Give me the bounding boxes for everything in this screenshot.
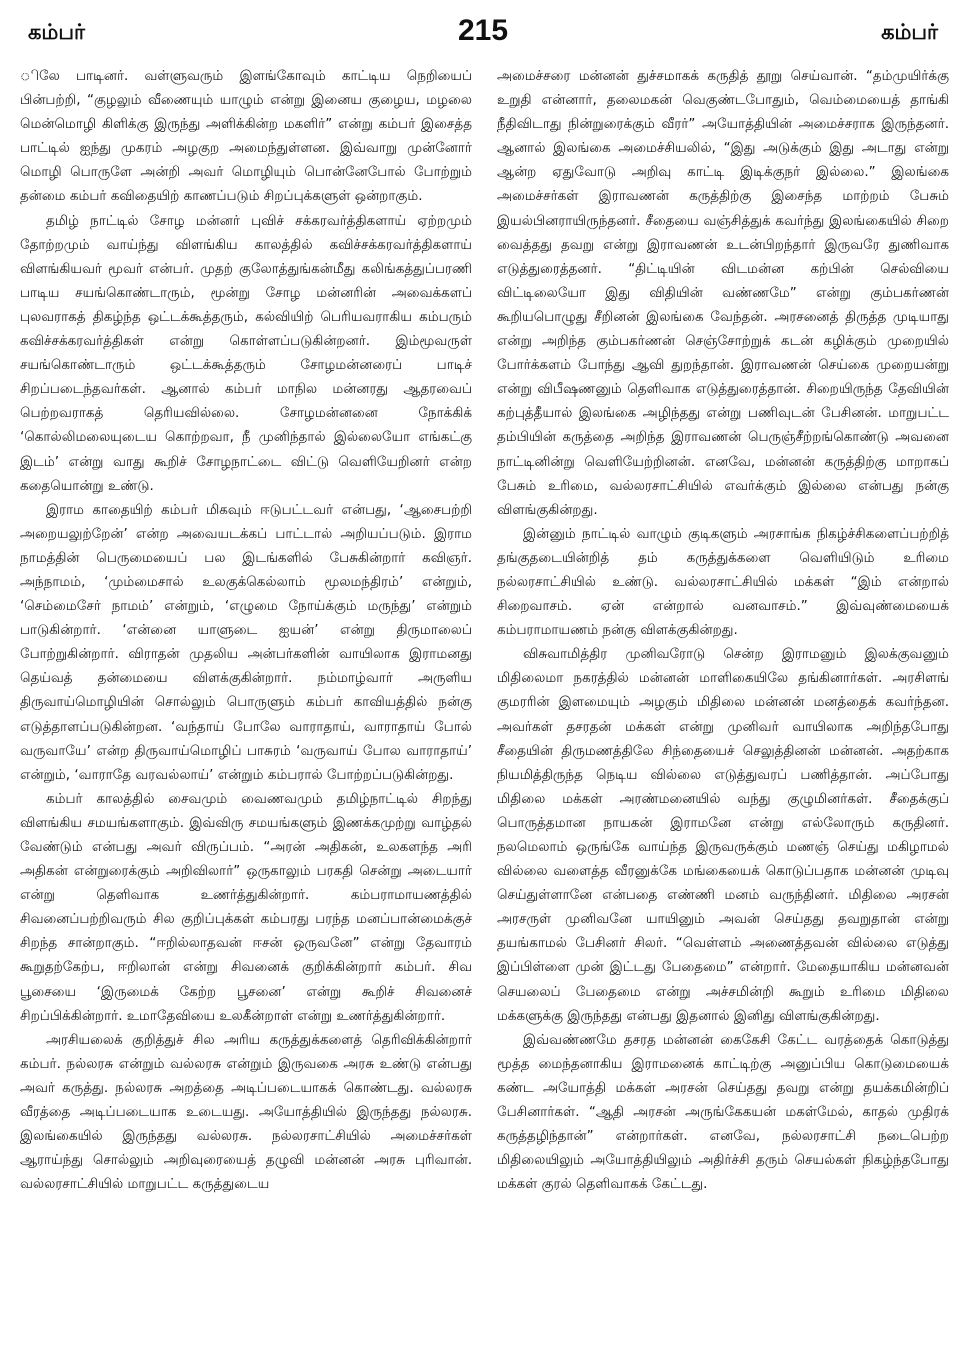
paragraph: இன்னும் நாட்டில் வாழும் குடிகளும் அரசாங்க நிகழ்ச்சிகளைப்பற்றித் தங்குதடையின்றித் தம் கருத்துக்களை வெளியிடும் உரிமை நல்லரசாட்சியில் உண்டு. வல்லரசாட்சியில் மக்கள் “இம் என்றால் சிறைவாசம். ஏன் என்றால் வனவாசம்.” இவ்வுண்மையைக் கம்பராமாயணம் நன்கு விளக்குகின்றது.	[497, 525, 949, 639]
paragraph: கம்பர் காலத்தில் சைவமும் வைணவமும் தமிழ்நாட்டில் சிறந்து விளங்கிய சமயங்களாகும். இவ்விரு சமயங்களும் இணக்கமுற்று வாழ்தல் வேண்டும் என்பது அவர் விருப்பம். “அரன் அதிகன், உலகளந்த அரி அதிகன் என்றுரைக்கும் அறிவிலார்” ஒருகாலும் பரகதி சென்று அடையார் என்று தெளிவாக உணர்த்துகின்றார். கம்பராமாயணத்தில் சிவனைப்பற்றிவரும் சில குறிப்புக்கள் கம்பரது பரந்த மனப்பான்மைக்குச் சிறந்த சான்றாகும். “ஈறில்லாதவன் ஈசன் ஒருவனே” என்று தேவாரம் கூறுதற்கேற்ப, ஈறிலான் என்று சிவனைக் குறிக்கின்றார் கம்பர். சிவ பூசையை ‘இருமைக் கேற்ற பூசனை’ என்று கூறிச் சிவனைச் சிறப்பிக்கின்றார். உமாதேவியை உலகீன்றாள் என்று உணர்த்துகின்றார்.	[20, 790, 472, 1024]
paragraph: ிலே பாடினர். வள்ளுவரும் இளங்கோவும் காட்டிய நெறியைப் பின்பற்றி, “குழலும் வீணையும் யாழும் என்று இனைய குழைய, மழலை மென்மொழி கிளிக்கு இருந்து அளிக்கின்ற மகளிர்” என்று கம்பர் இசைத்த பாட்டில் ஐந்து முகரம் அழகுற அமைந்துள்ளன. இவ்வாறு முன்னோர் மொழி பொருளே அன்றி அவர் மொழியும் பொன்னேபோல் போற்றும் தன்மை கம்பர் கவிதையிற் காணப்படும் சிறப்புக்களுள் ஒன்றாகும்.	[20, 68, 472, 205]
paragraph: அமைச்சரை மன்னன் துச்சமாகக் கருதித் தூறு செய்வான். “தம்முயிர்க்கு உறுதி என்னார், தலைமகன் வெகுண்டபோதும், வெம்மையைத் தாங்கி நீதிவிடாது நின்றுரைக்கும் வீரர்” அயோத்தியின் அமைச்சராக இருந்தனர். ஆனால் இலங்கை அமைச்சியலில், “இது அடுக்கும் இது அடாது என்று ஆன்ற ஏதுவோடு அறிவு காட்டி இடிக்குநர் இல்லை.” இலங்கை அமைச்சர்கள் இராவணன் கருத்திற்கு இசைந்த மாற்றம் பேசும் இயல்பினராயிருந்தனர். சீதையை வஞ்சித்துக் கவர்ந்து இலங்கையில் சிறை வைத்தது தவறு என்று இராவணன் உடன்பிறந்தார் இருவரே துணிவாக எடுத்துரைத்தனர். “திட்டியின் விடமன்ன கற்பின் செல்வியை விட்டிலையோ இது விதியின் வண்ணமே” என்று கும்பகர்ணன் கூறியபொழுது சீறினன் இலங்கை வேந்தன். அரசனைத் திருத்த முடியாது என்று அறிந்த கும்பகர்ணன் செஞ்சோற்றுக் கடன் கழிக்கும் முறையில் போர்க்களம் போந்து ஆவி துறந்தான். இராவணன் செய்கை முறையன்று என்று விபீஷணனும் தெளிவாக எடுத்துரைத்தான். சிறையிருந்த தேவியின் கற்புத்தீயால் இலங்கை அழிந்தது என்று பணிவுடன் பேசினன். மாறுபட்ட தம்பியின் கருத்தை அறிந்த இராவணன் பெருஞ்சீற்றங்கொண்டு அவனை நாட்டினின்று வெளியேற்றினன். எனவே, மன்னன் கருத்திற்கு மாறாகப் பேசும் உரிமை, வல்லரசாட்சியில் எவர்க்கும் இல்லை என்பது நன்கு விளங்குகின்றது.	[497, 68, 949, 518]
paragraph: தமிழ் நாட்டில் சோழ மன்னர் புவிச் சக்கரவர்த்திகளாய் ஏற்றமும் தோற்றமும் வாய்ந்து விளங்கிய காலத்தில் கவிச்சக்கரவர்த்திகளாய் விளங்கியவர் மூவர் என்பர். முதற் குலோத்துங்கன்மீது கலிங்கத்துப்பரணி பாடிய சயங்கொண்டாரும், மூன்று சோழ மன்னரின் அவைக்களப் புலவராகத் திகழ்ந்த ஒட்டக்கூத்தரும், கல்வியிற் பெரியவராகிய கம்பரும் கவிச்சக்கரவர்த்திகள் என்று கொள்ளப்படுகின்றனர். இம்மூவருள் சயங்கொண்டாரும் ஒட்டக்கூத்தரும் சோழமன்னரைப் பாடிச் சிறப்படைந்தவர்கள். ஆனால் கம்பர் மாநில மன்னரது ஆதரவைப் பெற்றவராகத் தெரியவில்லை. சோழமன்னனை நோக்கிக் ‘கொல்லிமலையுடைய கொற்றவா, நீ முனிந்தால் இல்லையோ எங்கட்கு இடம்’ என்று வாது கூறிச் சோழநாட்டை விட்டு வெளியேறினர் என்ற கதையொன்று உண்டு.	[20, 212, 472, 494]
running-title-right: கம்பர்	[881, 20, 938, 44]
left-column	[20, 64, 472, 1354]
right-column	[497, 64, 949, 1354]
paragraph: இவ்வண்ணமே தசரத மன்னன் கைகேசி கேட்ட வரத்தைக் கொடுத்து மூத்த மைந்தனாகிய இராமனைக் காட்டிற்கு அனுப்பிய கொடுமையைக் கண்ட அயோத்தி மக்கள் அரசன் செய்தது தவறு என்று தயக்கமின்றிப் பேசினார்கள். “ஆதி அரசன் அருங்கேகயன் மகள்மேல், காதல் முதிரக் கருத்தழிந்தான்” என்றார்கள். எனவே, நல்லரசாட்சி நடைபெற்ற மிதிலையிலும் அயோத்தியிலும் அதிர்ச்சி தரும் செயல்கள் நிகழ்ந்தபோது மக்கள் குரல் தெளிவாகக் கேட்டது.	[497, 1031, 949, 1193]
page-number: 215	[457, 14, 509, 47]
running-title-left: கம்பர்	[28, 20, 85, 44]
paragraph: இராம காதையிற் கம்பர் மிகவும் ஈடுபட்டவர் என்பது, ‘ஆசைபற்றி அறையலுற்றேன்’ என்ற அவையடக்கப் பாட்டால் அறியப்படும். இராம நாமத்தின் பெருமையைப் பல இடங்களில் பேசுகின்றார் கவிஞர். அந்நாமம், ‘மும்மைசால் உலகுக்கெல்லாம் மூலமந்திரம்’ என்றும், ‘செம்மைசேர் நாமம்’ என்றும், ‘எழுமை நோய்க்கும் மருந்து’ என்றும் பாடுகின்றார். ‘என்னை யாளுடை ஐயன்’ என்று திருமாலைப் போற்றுகின்றார். விராதன் முதலிய அன்பர்களின் வாயிலாக இராமனது தெய்வத் தன்மையை விளக்குகின்றார். நம்மாழ்வார் அருளிய திருவாய்மொழியின் சொல்லும் பொருளும் கம்பர் காவியத்தில் நன்கு எடுத்தாளப்படுகின்றன. ‘வந்தாய் போலே வாராதாய், வாராதாய் போல் வருவாயே’ என்ற திருவாய்மொழிப் பாசுரம் ‘வருவாய் போல வாராதாய்’ என்றும், ‘வாராதே வரவல்லாய்’ என்றும் கம்பரால் போற்றப்படுகின்றது.	[20, 501, 472, 783]
paragraph: விசுவாமித்திர முனிவரோடு சென்ற இராமனும் இலக்குவனும் மிதிலைமா நகரத்தில் மன்னன் மாளிகையிலே தங்கினார்கள். அரசிளங் குமரரின் இளமையும் அழகும் மிதிலை மன்னன் மனத்தைக் கவர்ந்தன. அவர்கள் தசரதன் மக்கள் என்று முனிவர் வாயிலாக அறிந்தபோது சீதையின் திருமணத்திலே சிந்தையைச் செலுத்தினன் மன்னன். அதற்காக நியமித்திருந்த நெடிய வில்லை எடுத்துவரப் பணித்தான். அப்போது மிதிலை மக்கள் அரண்மனையில் வந்து குழுமினர்கள். சீதைக்குப் பொருத்தமான நாயகன் இராமனே என்று எல்லோரும் கருதினர். நலமெலாம் ஒருங்கே வாய்ந்த இருவருக்கும் மணஞ் செய்து மகிழாமல் வில்லை வளைத்த வீரனுக்கே மங்கையைக் கொடுப்பதாக மன்னன் முடிவு செய்துள்ளானே என்பதை எண்ணி மனம் வருந்தினர். மிதிலை அரசன் அரசருள் முனிவனே யாயினும் அவன் செய்தது தவறுதான் என்று தயங்காமல் பேசினர் சிலர். “வெள்ளம் அணைத்தவன் வில்லை எடுத்து இப்பிள்ளை முன் இட்டது பேதைமை” என்றார். மேதையாகிய மன்னவன் செயலைப் பேதைமை என்று அச்சமின்றி கூறும் உரிமை மிதிலை மக்களுக்கு இருந்தது என்பது இதனால் இனிது விளங்குகின்றது.	[497, 646, 949, 1024]
paragraph: அரசியலைக் குறித்துச் சில அரிய கருத்துக்களைத் தெரிவிக்கின்றார் கம்பர். நல்லரசு என்றும் வல்லரசு என்றும் இருவகை அரசு உண்டு என்பது அவர் கருத்து. நல்லரசு அறத்தை அடிப்படையாகக் கொண்டது. வல்லரசு வீரத்தை அடிப்படையாக உடையது. அயோத்தியில் இருந்தது நல்லரசு. இலங்கையில் இருந்தது வல்லரசு. நல்லரசாட்சியில் அமைச்சர்கள் ஆராய்ந்து சொல்லும் அறிவுரையைத் தழுவி மன்னன் அரசு புரிவான். வல்லரசாட்சியில் மாறுபட்ட கருத்துடைய	[20, 1031, 472, 1193]
page-header	[28, 12, 938, 56]
